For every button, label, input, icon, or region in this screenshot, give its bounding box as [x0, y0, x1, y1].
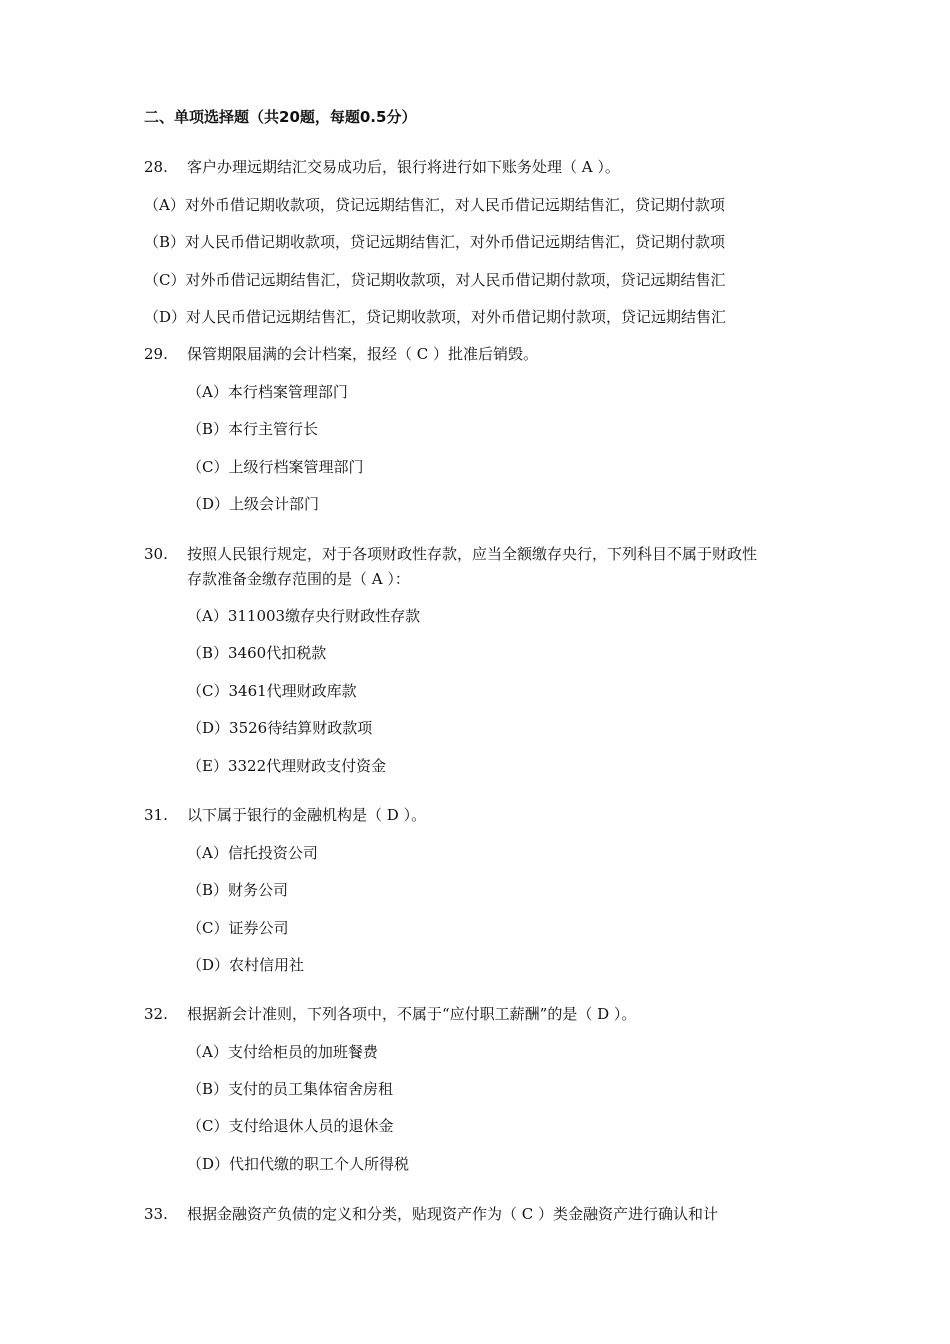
option-d: （D）对人民币借记远期结售汇，贷记期收款项，对外币借记期付款项，贷记远期结售汇: [144, 308, 727, 326]
option-d: （D）3526待结算财政款项: [187, 719, 373, 737]
option-b: （B）3460代扣税款: [187, 644, 327, 662]
question-stem-line-1: 按照人民银行规定，对于各项财政性存款，应当全额缴存央行，下列科目不属于财政性: [187, 545, 758, 563]
option-d: （D）代扣代缴的职工个人所得税: [187, 1155, 410, 1173]
option-c: （C）对外币借记远期结售汇，贷记期收款项，对人民币借记期付款项，贷记远期结售汇: [144, 271, 726, 289]
option-a: （A）对外币借记期收款项，贷记远期结售汇，对人民币借记远期结售汇，贷记期付款项: [144, 196, 725, 214]
option-d: （D）农村信用社: [187, 956, 305, 974]
question-number: 32.: [144, 1005, 168, 1023]
option-d: （D）上级会计部门: [187, 495, 320, 513]
question-stem: 客户办理远期结汇交易成功后，银行将进行如下账务处理（ A ）。: [187, 158, 620, 176]
option-e: （E）3322代理财政支付资金: [187, 757, 387, 775]
question-number: 29.: [144, 345, 168, 363]
question-stem: 根据金融资产负债的定义和分类，贴现资产作为（ C ）类金融资产进行确认和计: [187, 1205, 719, 1223]
option-b: （B）对人民币借记期收款项，贷记远期结售汇，对外币借记远期结售汇，贷记期付款项: [144, 233, 726, 251]
option-c: （C）支付给退休人员的退休金: [187, 1117, 394, 1135]
option-a: （A）311003缴存央行财政性存款: [187, 607, 421, 625]
option-c: （C）3461代理财政库款: [187, 682, 357, 700]
option-b: （B）本行主管行长: [187, 420, 319, 438]
question-number: 30.: [144, 545, 168, 563]
option-a: （A）支付给柜员的加班餐费: [187, 1043, 378, 1061]
option-a: （A）本行档案管理部门: [187, 383, 348, 401]
option-c: （C）证券公司: [187, 919, 289, 937]
section-title: 二、单项选择题（共20题，每题0.5分）: [144, 108, 417, 126]
question-number: 31.: [144, 806, 168, 824]
option-c: （C）上级行档案管理部门: [187, 458, 364, 476]
question-number: 28.: [144, 158, 168, 176]
option-b: （B）支付的员工集体宿舍房租: [187, 1080, 394, 1098]
question-stem: 以下属于银行的金融机构是（ D ）。: [187, 806, 427, 824]
question-number: 33.: [144, 1205, 168, 1223]
question-stem: 根据新会计准则，下列各项中，不属于“应付职工薪酬”的是（ D ）。: [187, 1005, 637, 1023]
question-stem-line-2: 存款准备金缴存范围的是（ A ）：: [187, 570, 410, 588]
option-b: （B）财务公司: [187, 881, 289, 899]
question-stem: 保管期限届满的会计档案，报经（ C ）批准后销毁。: [187, 345, 539, 363]
option-a: （A）信托投资公司: [187, 844, 318, 862]
